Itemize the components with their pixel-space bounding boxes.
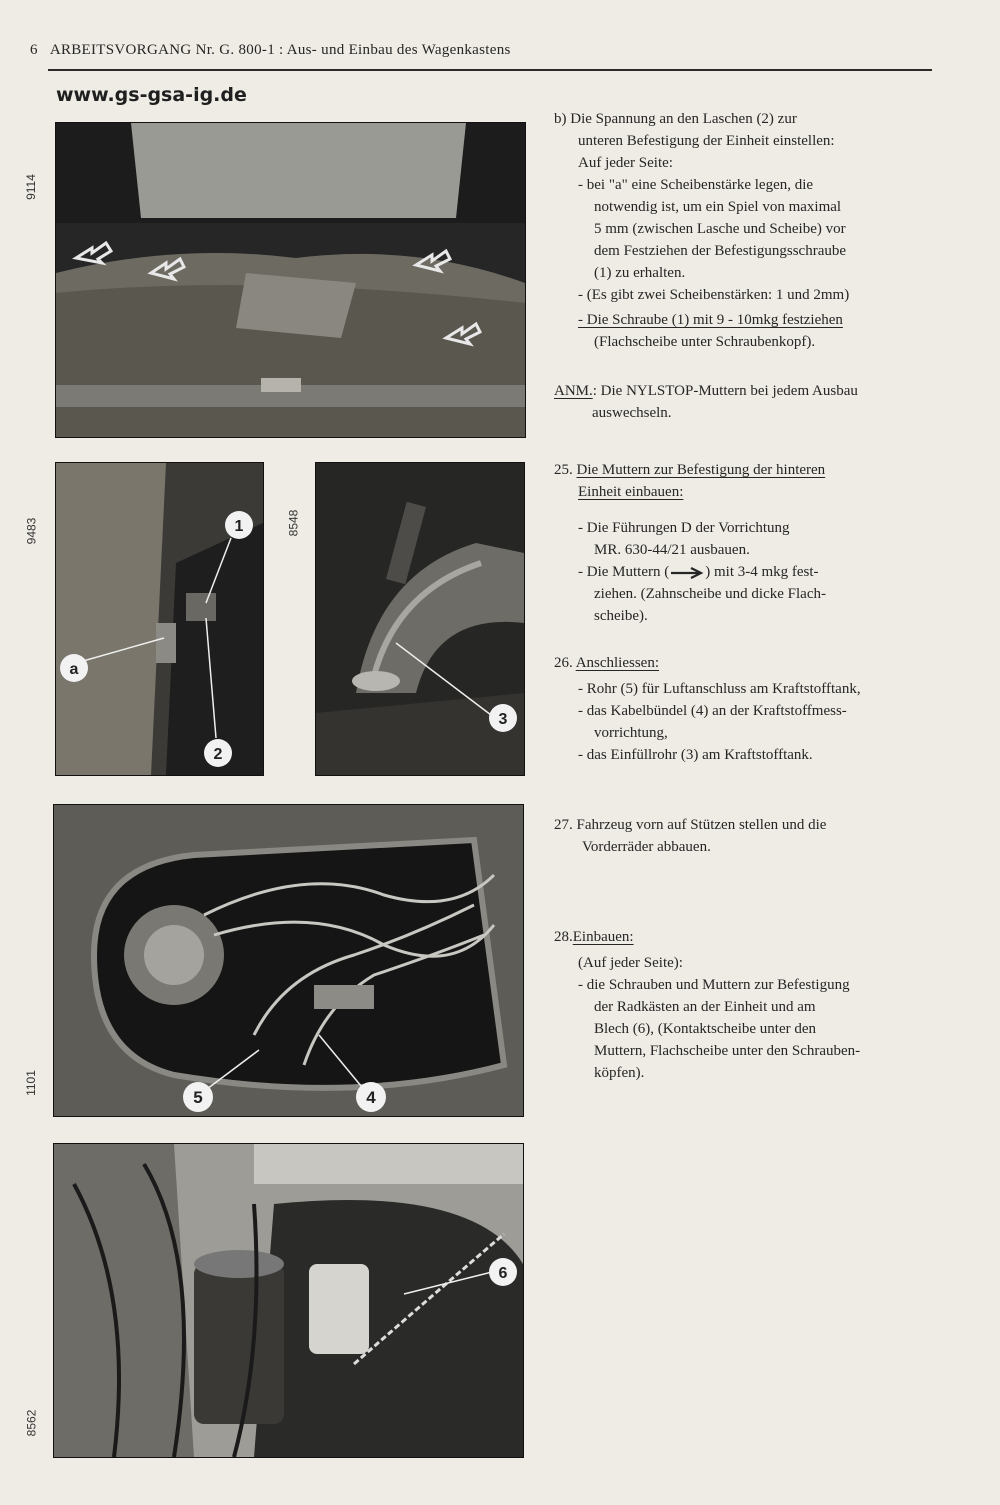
instructions-b [554,108,954,353]
step-28-item1-line3: Blech (6), (Kontaktscheibe unter den [594,1021,817,1037]
b-item1-line1: - bei "a" eine Scheibenstärke legen, die [578,177,814,193]
step-25-title-line2: Einheit einbauen: [578,484,684,500]
header-rule [48,69,932,71]
step-26-item1: - Rohr (5) für Luftanschluss am Kraftstofftank, [578,681,861,697]
step-26-number: 26. [554,655,573,671]
photo-label-3: 3 [498,711,508,728]
photo-label-5: 5 [193,1088,203,1107]
step-26 [554,652,974,766]
photo-mounting-lug-graphic [56,463,263,775]
b-item3-line2: (Flachscheibe unter Schraubenkopf). [594,334,816,350]
photo-code-8562: 8562 [24,1409,39,1437]
step-25-item2-line1: - Die Muttern ( ) mit 3-4 mkg fest- [578,564,819,580]
b-item1-line3: 5 mm (zwischen Lasche und Scheibe) vor [594,221,846,237]
anm-text-line2: auswechseln. [592,405,672,421]
step-28-item1-line4: Muttern, Flachscheibe unter den Schrauben- [594,1043,861,1059]
photo-code-8548: 8548 [286,509,301,537]
photo-label-6: 6 [498,1265,508,1282]
step-26-item3: - das Einfüllrohr (3) am Kraftstofftank. [578,747,813,763]
anm-text: : Die NYLSTOP-Muttern bei jedem Ausbau [592,383,858,399]
step-25-item1-line1: - Die Führungen D der Vorrichtung [578,520,790,536]
photo-filler-pipe [315,462,525,776]
photo-filler-pipe-graphic [316,463,524,775]
photo-label-1: 1 [234,518,244,535]
photo-tank-gauge-graphic [54,805,523,1116]
photo-label-2: 2 [213,746,223,763]
b-side-heading: Auf jeder Seite: [578,155,673,171]
website-label: www.gs-gsa-ig.de [56,84,247,106]
photo-tank-gauge [53,804,524,1117]
step-28-item1-line1: - die Schrauben und Muttern zur Befestigung [578,977,850,993]
step-25-number: 25. [554,462,573,478]
step-26-title: Anschliessen: [575,655,660,671]
step-28-number: 28. [554,929,573,945]
photo-label-a: a [69,661,79,678]
b-intro-line-1: b) Die Spannung an den Laschen (2) zur [554,111,797,127]
photo-trunk-floor [55,122,526,438]
photo-code-1101: 1101 [23,1070,38,1096]
note-anm [554,380,954,424]
step-26-item2-line1: - das Kabelbündel (4) an der Kraftstoffmess- [578,703,847,719]
header-title: ARBEITSVORGANG Nr. G. 800-1 : Aus- und Einbau des Wagenkastens [49,42,511,58]
step-28-title: Einbauen: [572,929,634,945]
b-item3-line1: - Die Schraube (1) mit 9 - 10mkg festziehen [578,312,843,328]
b-item1-line2: notwendig ist, um ein Spiel von maximal [594,199,842,215]
step-27-line2: Vorderräder abbauen. [582,839,711,855]
b-item1-line5: (1) zu erhalten. [594,265,686,281]
step-25-title-line1: Die Muttern zur Befestigung der hinteren [576,462,826,478]
anm-label: ANM. [554,383,593,399]
step-25-item1-line2: MR. 630-44/21 ausbauen. [594,542,750,558]
step-28 [554,926,974,1084]
step-25-item2-line2: ziehen. (Zahnscheibe und dicke Flach- [594,586,826,602]
step-26-item2-line2: vorrichtung, [594,725,668,741]
b-intro-line-2: unteren Befestigung der Einheit einstellen: [578,133,835,149]
step-25 [554,459,974,627]
photo-wheel-arch-graphic [54,1144,523,1457]
step-28-item1-line5: köpfen). [594,1065,645,1081]
b-item1-line4: dem Festziehen der Befestigungsschraube [594,243,847,259]
page-header [30,42,511,59]
step-28-item1-line2: der Radkästen an der Einheit und am [594,999,816,1015]
photo-label-4: 4 [366,1088,376,1107]
step-25-item2-line3: scheibe). [594,608,648,624]
photo-mounting-lug [55,462,264,776]
photo-code-9114: 9114 [23,174,38,200]
step-27 [554,814,974,858]
photo-wheel-arch [53,1143,524,1458]
step-27-line1: 27. Fahrzeug vorn auf Stützen stellen und die [554,817,827,833]
page-number: 6 [30,42,38,58]
step-28-side: (Auf jeder Seite): [578,955,683,971]
photo-trunk-floor-graphic [56,123,525,437]
arrow-right-icon [669,566,705,580]
b-item2: - (Es gibt zwei Scheibenstärken: 1 und 2mm) [578,287,850,303]
photo-code-9483: 9483 [24,517,39,545]
